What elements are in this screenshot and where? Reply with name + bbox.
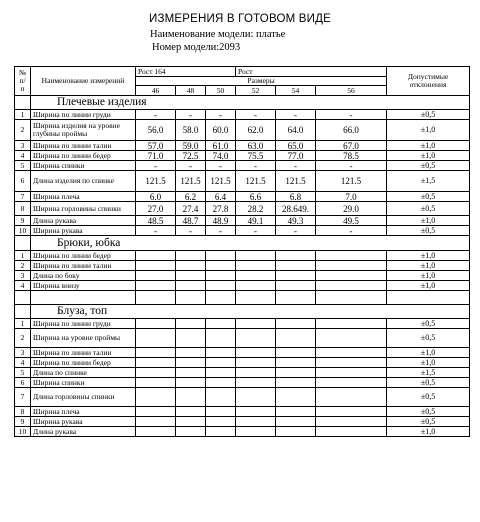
table-row: [15, 110, 470, 120]
measurement-value: 29.0: [316, 202, 387, 216]
section-title: Брюки, юбка: [31, 236, 470, 251]
measurement-name: Ширина по линии бедер: [31, 358, 136, 368]
measurement-value: [316, 348, 387, 358]
measurement-value: -: [276, 226, 316, 236]
table-row: [15, 251, 470, 261]
table-row: [15, 407, 470, 417]
measurement-value: [176, 417, 206, 427]
measurement-value: [206, 261, 236, 271]
row-number: 4: [15, 151, 31, 161]
measurement-value: [136, 261, 176, 271]
empty-cell: [15, 291, 31, 305]
measurement-value: [276, 261, 316, 271]
empty-cell: [316, 291, 387, 305]
measurement-value: [236, 271, 276, 281]
measurement-name: Длина горловины спинки: [31, 388, 136, 407]
measurement-value: -: [176, 161, 206, 171]
measurement-value: 27.4: [176, 202, 206, 216]
column-header-tolerance: Допустимые отклонения: [387, 67, 470, 96]
measurement-value: 6.0: [136, 192, 176, 202]
empty-cell: [236, 291, 276, 305]
measurement-value: [206, 388, 236, 407]
measurement-value: [276, 427, 316, 437]
measurement-value: [176, 281, 206, 291]
tolerance-value: ±1,0: [387, 348, 470, 358]
tolerance-value: ±0,5: [387, 388, 470, 407]
height-164-label: Рост 164: [136, 67, 236, 77]
measurement-value: [276, 329, 316, 348]
measurement-value: [206, 417, 236, 427]
tolerance-value: ±1,5: [387, 368, 470, 378]
tolerance-value: ±0,5: [387, 110, 470, 120]
row-number: 2: [15, 120, 31, 141]
measurement-value: [236, 388, 276, 407]
measurement-name: Ширина рукава: [31, 417, 136, 427]
tolerance-value: ±1,0: [387, 251, 470, 261]
measurement-value: [276, 368, 316, 378]
tolerance-value: ±1,0: [387, 141, 470, 151]
measurement-value: [206, 319, 236, 329]
tolerance-value: ±1,0: [387, 271, 470, 281]
measurement-value: 7.0: [316, 192, 387, 202]
tolerance-value: ±1,0: [387, 358, 470, 368]
measurement-value: [276, 348, 316, 358]
measurement-name: Ширина на уровне проймы: [31, 329, 136, 348]
measurement-name: Ширина по линии бедер: [31, 251, 136, 261]
measurement-value: 121.5: [316, 171, 387, 192]
measurement-value: -: [276, 110, 316, 120]
measurement-value: 63.0: [236, 141, 276, 151]
measurement-value: [176, 261, 206, 271]
measurement-value: -: [136, 161, 176, 171]
tolerance-value: ±0,5: [387, 161, 470, 171]
measurement-value: 49.5: [316, 216, 387, 226]
measurement-value: -: [316, 110, 387, 120]
measurement-name: Длина по боку: [31, 271, 136, 281]
measurement-value: -: [276, 161, 316, 171]
row-number: 9: [15, 216, 31, 226]
measurement-value: [136, 417, 176, 427]
row-number: 3: [15, 348, 31, 358]
empty-cell: [15, 236, 31, 251]
measurement-value: [136, 271, 176, 281]
row-number: 2: [15, 261, 31, 271]
measurement-value: [316, 358, 387, 368]
measurement-value: [136, 281, 176, 291]
row-number: 6: [15, 171, 31, 192]
measurement-value: -: [206, 226, 236, 236]
measurement-value: [316, 261, 387, 271]
measurement-name: Ширина по линии груди: [31, 110, 136, 120]
measurement-value: 28.649.: [276, 202, 316, 216]
measurement-value: -: [206, 110, 236, 120]
measurement-value: [136, 358, 176, 368]
measurement-value: 74.0: [206, 151, 236, 161]
size-header: 56: [316, 86, 387, 96]
measurement-value: [236, 407, 276, 417]
empty-cell: [136, 291, 176, 305]
model-number: Номер модели:2093: [152, 42, 241, 53]
spacer-row: [15, 291, 470, 305]
measurement-value: 28.2: [236, 202, 276, 216]
row-number: 8: [15, 407, 31, 417]
row-number: 9: [15, 417, 31, 427]
measurement-value: [276, 378, 316, 388]
measurement-value: [276, 271, 316, 281]
measurement-value: [316, 378, 387, 388]
table-row: [15, 161, 470, 171]
measurement-value: 121.5: [276, 171, 316, 192]
table-row: [15, 171, 470, 192]
measurement-value: 58.0: [176, 120, 206, 141]
table-row: [15, 271, 470, 281]
tolerance-value: ±0,5: [387, 192, 470, 202]
measurement-value: [236, 329, 276, 348]
measurement-name: Ширина внизу: [31, 281, 136, 291]
measurement-value: [276, 251, 316, 261]
measurement-value: [236, 348, 276, 358]
tolerance-value: ±0,5: [387, 319, 470, 329]
measurement-value: [206, 368, 236, 378]
row-number: 4: [15, 358, 31, 368]
measurement-value: [136, 329, 176, 348]
tolerance-value: ±0,5: [387, 407, 470, 417]
table-row: [15, 348, 470, 358]
measurement-value: 48.5: [136, 216, 176, 226]
measurement-value: [236, 427, 276, 437]
measurement-value: [206, 329, 236, 348]
section-row: [15, 96, 470, 110]
size-header: 52: [236, 86, 276, 96]
table-row: [15, 226, 470, 236]
measurement-value: [176, 348, 206, 358]
section-row: [15, 236, 470, 251]
measurement-name: Ширина плеча: [31, 407, 136, 417]
measurement-value: [176, 358, 206, 368]
measurement-value: [236, 281, 276, 291]
measurement-value: [316, 329, 387, 348]
measurement-value: 49.1: [236, 216, 276, 226]
tolerance-value: ±0,5: [387, 226, 470, 236]
measurement-value: [206, 271, 236, 281]
measurement-value: 77.0: [276, 151, 316, 161]
table-row: [15, 192, 470, 202]
empty-cell: [15, 305, 31, 319]
measurement-value: -: [176, 110, 206, 120]
empty-cell: [387, 291, 470, 305]
measurement-value: 121.5: [236, 171, 276, 192]
measurement-value: 121.5: [176, 171, 206, 192]
measurement-value: [276, 281, 316, 291]
row-number: 1: [15, 319, 31, 329]
measurement-value: -: [136, 226, 176, 236]
measurement-value: 57.0: [136, 141, 176, 151]
measurement-value: [176, 329, 206, 348]
measurement-value: 64.0: [276, 120, 316, 141]
tolerance-value: ±1,0: [387, 216, 470, 226]
measurement-value: 6.8: [276, 192, 316, 202]
measurement-value: [316, 427, 387, 437]
measurement-value: [236, 251, 276, 261]
measurement-value: [176, 251, 206, 261]
empty-cell: [206, 291, 236, 305]
measurement-value: 59.0: [176, 141, 206, 151]
measurement-value: -: [316, 226, 387, 236]
measurement-value: [176, 388, 206, 407]
row-number: 7: [15, 192, 31, 202]
table-row: [15, 202, 470, 216]
document-title: ИЗМЕРЕНИЯ В ГОТОВОМ ВИДЕ: [149, 13, 331, 25]
measurement-value: 66.0: [316, 120, 387, 141]
measurement-value: 78.5: [316, 151, 387, 161]
measurement-value: -: [236, 161, 276, 171]
section-row: [15, 305, 470, 319]
measurement-name: Ширина по линии бедер: [31, 151, 136, 161]
table-row: [15, 417, 470, 427]
measurement-value: -: [136, 110, 176, 120]
measurement-name: Ширина по линии груди: [31, 319, 136, 329]
tolerance-value: ±1,0: [387, 261, 470, 271]
tolerance-value: ±0,5: [387, 417, 470, 427]
measurement-value: [236, 319, 276, 329]
measurement-value: [206, 358, 236, 368]
row-number: 4: [15, 281, 31, 291]
measurement-value: [276, 388, 316, 407]
measurement-name: Ширина изделия на уровне глубины проймы: [31, 120, 136, 141]
measurement-value: 49.3: [276, 216, 316, 226]
measurement-value: 67.0: [316, 141, 387, 151]
measurement-value: [236, 368, 276, 378]
table-row: [15, 141, 470, 151]
measurement-value: 27.0: [136, 202, 176, 216]
measurement-value: 61.0: [206, 141, 236, 151]
measurement-name: Ширина спинки: [31, 161, 136, 171]
measurement-value: 75.5: [236, 151, 276, 161]
measurement-name: Ширина по линии талии: [31, 141, 136, 151]
measurement-value: -: [236, 110, 276, 120]
tolerance-value: ±0,5: [387, 329, 470, 348]
measurement-value: [176, 378, 206, 388]
row-number: 8: [15, 202, 31, 216]
measurement-value: [236, 261, 276, 271]
measurement-value: [176, 407, 206, 417]
measurement-value: [276, 358, 316, 368]
measurement-value: -: [206, 161, 236, 171]
measurement-name: Ширина по линии талии: [31, 261, 136, 271]
table-row: [15, 329, 470, 348]
measurement-value: [206, 281, 236, 291]
table-row: [15, 151, 470, 161]
measurement-value: [136, 348, 176, 358]
measurement-value: [276, 407, 316, 417]
measurement-value: [206, 407, 236, 417]
measurement-value: [206, 251, 236, 261]
measurement-value: [176, 319, 206, 329]
measurement-value: 71.0: [136, 151, 176, 161]
table-row: [15, 281, 470, 291]
measurement-value: 65.0: [276, 141, 316, 151]
measurement-value: [136, 407, 176, 417]
measurement-name: Ширина плеча: [31, 192, 136, 202]
measurement-value: 56.0: [136, 120, 176, 141]
measurement-value: [316, 319, 387, 329]
empty-cell: [31, 291, 136, 305]
size-header: 48: [176, 86, 206, 96]
measurement-value: [176, 427, 206, 437]
table-row: [15, 378, 470, 388]
measurement-name: Ширина по линии талии: [31, 348, 136, 358]
measurement-value: -: [316, 161, 387, 171]
measurement-value: [316, 388, 387, 407]
table-row: [15, 388, 470, 407]
column-header-number: № п/ п: [15, 67, 31, 96]
table-row: [15, 368, 470, 378]
measurement-value: [316, 281, 387, 291]
measurement-value: 72.5: [176, 151, 206, 161]
tolerance-value: ±1,0: [387, 281, 470, 291]
size-header: 54: [276, 86, 316, 96]
measurement-value: [136, 378, 176, 388]
measurement-value: [136, 251, 176, 261]
measurement-value: [206, 348, 236, 358]
table-row: [15, 261, 470, 271]
empty-cell: [276, 291, 316, 305]
section-title: Блуза, топ: [31, 305, 470, 319]
measurement-name: Длина по спинке: [31, 368, 136, 378]
row-number: 1: [15, 251, 31, 261]
tolerance-value: ±1,0: [387, 120, 470, 141]
measurement-value: -: [176, 226, 206, 236]
measurement-value: [276, 319, 316, 329]
measurement-value: 48.9: [206, 216, 236, 226]
measurement-name: Ширина рукава: [31, 226, 136, 236]
measurement-value: [236, 378, 276, 388]
measurement-value: [316, 251, 387, 261]
row-number: 3: [15, 141, 31, 151]
height-label: Рост: [236, 67, 387, 77]
measurement-value: [176, 271, 206, 281]
measurement-value: [176, 368, 206, 378]
measurement-value: [136, 368, 176, 378]
tolerance-value: ±0,5: [387, 202, 470, 216]
tolerance-value: ±0,5: [387, 378, 470, 388]
row-number: 5: [15, 161, 31, 171]
measurement-value: 121.5: [206, 171, 236, 192]
row-number: 3: [15, 271, 31, 281]
table-row: [15, 216, 470, 226]
section-title: Плечевые изделия: [31, 96, 470, 110]
measurement-value: 27.8: [206, 202, 236, 216]
table-row: [15, 427, 470, 437]
measurement-value: [236, 417, 276, 427]
measurement-value: 6.4: [206, 192, 236, 202]
measurement-value: [316, 407, 387, 417]
measurement-value: [316, 271, 387, 281]
measurement-value: 62.0: [236, 120, 276, 141]
row-number: 10: [15, 226, 31, 236]
measurement-value: [236, 358, 276, 368]
measurement-value: [136, 427, 176, 437]
measurement-value: [206, 427, 236, 437]
measurement-value: [276, 417, 316, 427]
measurement-value: 6.2: [176, 192, 206, 202]
table-row: [15, 120, 470, 141]
sizes-label: Размеры: [136, 77, 387, 86]
size-header: 46: [136, 86, 176, 96]
empty-cell: [176, 291, 206, 305]
tolerance-value: ±1,0: [387, 151, 470, 161]
row-number: 1: [15, 110, 31, 120]
row-number: 10: [15, 427, 31, 437]
measurement-value: [316, 417, 387, 427]
measurement-name: Длина изделия по спинке: [31, 171, 136, 192]
row-number: 6: [15, 378, 31, 388]
column-header-name: Наименование измерений: [31, 67, 136, 96]
measurement-value: [316, 368, 387, 378]
measurement-value: 60.0: [206, 120, 236, 141]
row-number: 7: [15, 388, 31, 407]
measurement-name: Ширина горловины спинки: [31, 202, 136, 216]
measurement-value: -: [236, 226, 276, 236]
model-name: Наименование модели: платье: [150, 29, 286, 40]
measurement-value: 48.7: [176, 216, 206, 226]
measurement-name: Длина рукава: [31, 216, 136, 226]
measurement-name: Длина рукава: [31, 427, 136, 437]
measurement-value: 6.6: [236, 192, 276, 202]
size-header: 50: [206, 86, 236, 96]
measurement-value: [136, 319, 176, 329]
measurement-value: [206, 378, 236, 388]
row-number: 5: [15, 368, 31, 378]
measurement-value: 121.5: [136, 171, 176, 192]
empty-cell: [15, 96, 31, 110]
row-number: 2: [15, 329, 31, 348]
measurements-table: [14, 66, 470, 437]
tolerance-value: ±1,5: [387, 171, 470, 192]
measurement-value: [136, 388, 176, 407]
table-row: [15, 358, 470, 368]
table-row: [15, 319, 470, 329]
measurement-name: Ширина спинки: [31, 378, 136, 388]
tolerance-value: ±1,0: [387, 427, 470, 437]
